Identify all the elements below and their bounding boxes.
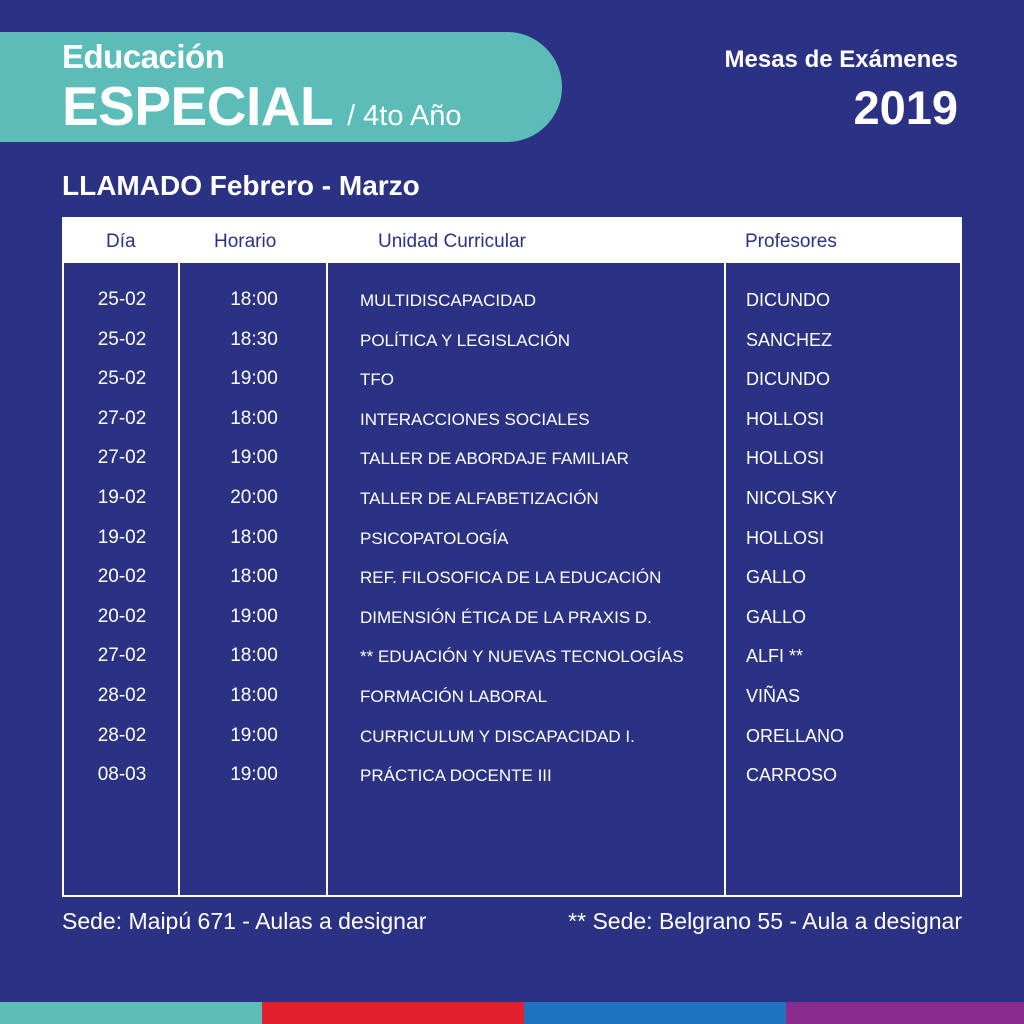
cell-day: 27-02 xyxy=(97,645,147,667)
table-row xyxy=(64,447,960,487)
cell-professor: HOLLOSI xyxy=(746,408,825,429)
cell-subject: MULTIDISCAPACIDAD xyxy=(360,291,537,310)
cell-subject: PRÁCTICA DOCENTE III xyxy=(360,766,552,786)
table-row xyxy=(64,764,960,804)
cell-professor: GALLO xyxy=(746,606,807,627)
table-row xyxy=(64,566,960,606)
cell-professor: HOLLOSI xyxy=(746,527,825,548)
cell-time: 18:00 xyxy=(230,289,278,310)
cell-professor: SANCHEZ xyxy=(746,329,833,350)
table-body xyxy=(64,289,960,804)
cell-subject: TALLER DE ABORDAJE FAMILIAR xyxy=(360,449,629,469)
cell-day: 28-02 xyxy=(97,724,147,746)
cell-professor: VIÑAS xyxy=(746,685,801,706)
cell-professor: DICUNDO xyxy=(746,290,830,310)
cell-subject: FORMACIÓN LABORAL xyxy=(360,686,548,706)
cell-time: 19:00 xyxy=(230,764,278,786)
cell-day: 27-02 xyxy=(97,447,147,469)
title-small: Educación xyxy=(62,38,225,75)
cell-subject: INTERACCIONES SOCIALES xyxy=(360,409,590,429)
table-row xyxy=(64,408,960,448)
cell-time: 18:00 xyxy=(230,684,278,706)
cell-day: 20-02 xyxy=(97,605,147,627)
cell-subject: PSICOPATOLOGÍA xyxy=(360,528,509,548)
table-header xyxy=(64,219,960,263)
footer-venue-alt: ** Sede: Belgrano 55 - Aula a designar xyxy=(568,908,962,934)
exam-year: 2019 xyxy=(853,81,958,134)
cell-day: 25-02 xyxy=(97,328,147,350)
cell-day: 20-02 xyxy=(97,566,147,588)
table-row xyxy=(64,685,960,725)
cell-time: 18:30 xyxy=(230,328,278,350)
cell-professor: GALLO xyxy=(746,567,807,588)
table-row xyxy=(64,606,960,646)
header-day: Día xyxy=(106,231,136,252)
exam-table xyxy=(62,217,962,897)
cell-time: 19:00 xyxy=(230,368,278,390)
cell-subject: DIMENSIÓN ÉTICA DE LA PRAXIS D. xyxy=(360,607,652,627)
header-time: Horario xyxy=(214,231,277,252)
cell-time: 19:00 xyxy=(230,724,278,746)
cell-day: 25-02 xyxy=(97,368,147,390)
cell-time: 19:00 xyxy=(230,447,278,469)
table-row xyxy=(64,487,960,527)
cell-time: 19:00 xyxy=(230,605,278,627)
table-row xyxy=(64,645,960,685)
cell-day: 25-02 xyxy=(97,289,147,310)
cell-subject: TALLER DE ALFABETIZACIÓN xyxy=(360,488,599,508)
table-row xyxy=(64,527,960,567)
cell-day: 08-03 xyxy=(97,764,147,786)
color-stripe xyxy=(524,1002,786,1024)
cell-day: 27-02 xyxy=(97,407,147,429)
title-line xyxy=(62,74,462,138)
cell-subject: CURRICULUM Y DISCAPACIDAD I. xyxy=(360,726,635,746)
table-row xyxy=(64,289,960,329)
exam-label: Mesas de Exámenes xyxy=(724,46,958,73)
cell-time: 18:00 xyxy=(230,407,278,429)
header-subject: Unidad Curricular xyxy=(378,231,526,252)
cell-subject: TFO xyxy=(360,370,394,390)
title-subtitle: / 4to Año xyxy=(347,100,462,132)
cell-professor: CARROSO xyxy=(746,765,838,786)
cell-day: 28-02 xyxy=(97,684,147,706)
color-stripe xyxy=(786,1002,1024,1024)
cell-subject: REF. FILOSOFICA DE LA EDUCACIÓN xyxy=(360,568,662,588)
cell-time: 20:00 xyxy=(230,486,278,508)
cell-time: 18:00 xyxy=(230,645,278,667)
title-big: ESPECIAL xyxy=(62,75,334,137)
table-row xyxy=(64,368,960,408)
cell-subject: ** EDUACIÓN Y NUEVAS TECNOLOGÍAS xyxy=(360,647,684,667)
cell-professor: DICUNDO xyxy=(746,369,830,390)
cell-subject: POLÍTICA Y LEGISLACIÓN xyxy=(360,330,571,350)
cell-time: 18:00 xyxy=(230,566,278,588)
call-label: LLAMADO Febrero - Marzo xyxy=(62,170,420,201)
cell-professor: ALFI ** xyxy=(746,646,804,667)
footer-venue: Sede: Maipú 671 - Aulas a designar xyxy=(62,908,427,934)
header-professors: Profesores xyxy=(745,231,837,252)
table-row xyxy=(64,725,960,765)
cell-professor: HOLLOSI xyxy=(746,448,825,469)
cell-professor: NICOLSKY xyxy=(746,487,838,508)
color-stripe xyxy=(0,1002,262,1024)
color-stripe xyxy=(262,1002,524,1024)
cell-time: 18:00 xyxy=(230,526,278,548)
table-row xyxy=(64,329,960,369)
cell-day: 19-02 xyxy=(97,526,147,548)
cell-day: 19-02 xyxy=(97,486,147,508)
cell-professor: ORELLANO xyxy=(746,725,845,746)
